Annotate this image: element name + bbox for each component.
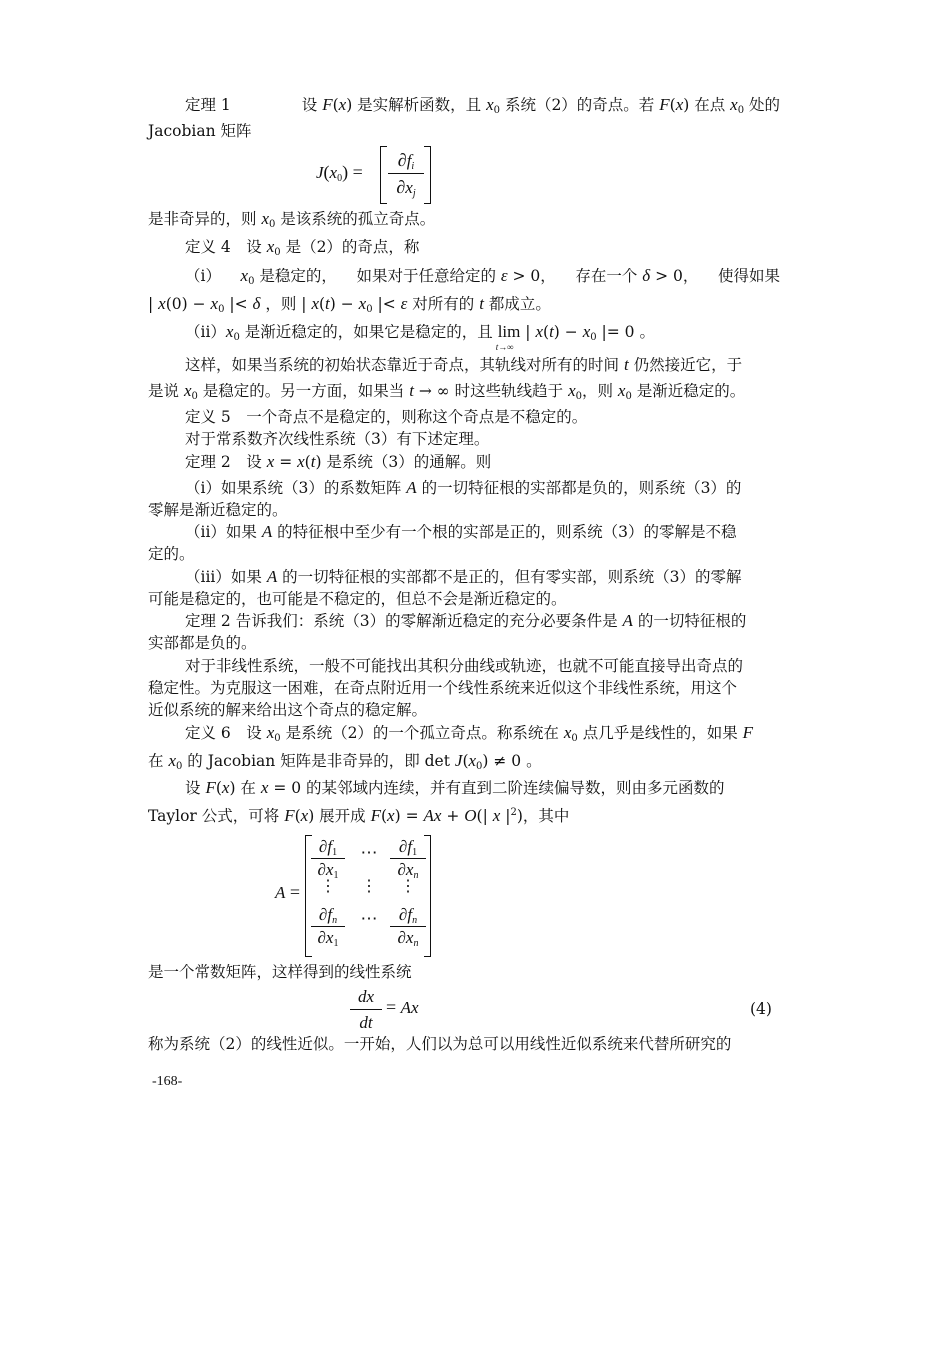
nonlinear-line2: 稳定性。为克服这一困难，在奇点附近用一个线性系统来近似这个非线性系统，用这个	[148, 679, 738, 697]
matrix-a-entry-1n: $\partial f_1$ $\partial x_n$	[390, 836, 426, 881]
definition6-line1: 定义 6 设 $x_0$ 是系统（2）的一个孤立奇点。称系统在 $x_0$ 点几乎是线性的，如果 F	[185, 723, 754, 744]
matrix-a-lhs: A =	[275, 882, 301, 902]
definition6-line2: 在 $x_0$ 的 Jacobian 矩阵是非奇异的，即 $\det J(x_0) \ne 0$ 。	[148, 751, 542, 772]
definition5: 定义 5 一个奇点不是稳定的，则称这个奇点是不稳定的。	[185, 408, 588, 426]
equation4-number: (4)	[750, 1000, 772, 1018]
theorem2-iii-line1: （iii）如果 A 的一切特征根的实部都不是正的，但有零实部，则系统（3）的零解	[185, 567, 742, 586]
matrix-a-hdots-2: ⋯	[360, 909, 378, 928]
matrix-a-ddots: ⋮	[361, 878, 377, 895]
theorem2-ii-line1: （ii）如果 A 的特征根中至少有一个根的实部是正的，则系统（3）的零解是不稳	[185, 522, 737, 541]
jacobian-lhs: $J(x_0)$ =	[316, 162, 363, 184]
explanation-line2: 是说 $x_0$ 是稳定的。另一方面，如果当 t → ∞ 时这些轨线趋于 $x_0$，则 $x_0$ 是渐近稳定的。	[148, 381, 746, 402]
constant-system-intro: 对于常系数齐次线性系统（3）有下述定理。	[185, 430, 490, 448]
matrix-a-entry-nn: $\partial f_n$ $\partial x_n$	[390, 904, 426, 949]
theorem2: 定理 2 设 x = x(t) 是系统（3）的通解。则	[185, 452, 492, 471]
matrix-a-entry-n1: $\partial f_n$ $\partial x_1$	[311, 904, 345, 949]
theorem2-note-line2: 实部都是负的。	[148, 634, 257, 652]
def4-i-line2: | $x(0) - x_0$ |< δ ，则 | $x(t) - x_0$ |< ε 对所有的 t 都成立。	[148, 294, 551, 315]
theorem2-i-line1: （i）如果系统（3）的系数矩阵 A 的一切特征根的实部都是负的，则系统（3）的	[185, 478, 742, 497]
after-jacobian: 是非奇异的，则 $x_0$ 是该系统的孤立奇点。	[148, 209, 436, 230]
page-number: -168-	[152, 1074, 183, 1089]
theorem1-line1: 定理 1 设 F(x) 是实解析函数，且 $x_0$ 系统（2）的奇点。若 F(x) 在点 $x_0$ 处的	[185, 95, 780, 116]
jacobian-right-bracket	[424, 146, 431, 204]
matrix-a-vdots-2: ⋮	[400, 878, 416, 895]
definition4: 定义 4 设 $x_0$ 是（2）的奇点，称	[185, 237, 420, 258]
theorem2-iii-line2: 可能是稳定的，也可能是不稳定的，但总不会是渐近稳定的。	[148, 590, 567, 608]
matrix-a-hdots-1: ⋯	[360, 843, 378, 862]
theorem2-i-line2: 零解是渐近稳定的。	[148, 501, 288, 519]
jacobian-left-bracket	[380, 146, 387, 204]
constant-matrix-text: 是一个常数矩阵，这样得到的线性系统	[148, 963, 412, 981]
last-line: 称为系统（2）的线性近似。一开始，人们以为总可以用线性近似系统来代替所研究的	[148, 1035, 732, 1053]
theorem2-ii-line2: 定的。	[148, 545, 195, 563]
taylor-line1: 设 F(x) 在 x = 0 的某邻域内连续，并有直到二阶连续偏导数，则由多元函数的	[185, 778, 725, 797]
nonlinear-line1: 对于非线性系统，一般不可能找出其积分曲线或轨迹，也就不可能直接导出奇点的	[185, 657, 744, 675]
matrix-a-vdots-1: ⋮	[320, 878, 336, 895]
jacobian-entry: $\partial f_i$ $\partial x_j$	[388, 148, 424, 201]
def4-i-line1: （i） $x_0$ 是稳定的， 如果对于任意给定的 ε > 0， 存在一个 δ > 0， 使得如果	[185, 266, 780, 287]
matrix-a-entry-11: $\partial f_1$ $\partial x_1$	[311, 836, 345, 881]
taylor-line2: Taylor 公式，可将 F(x) 展开成 F(x) = Ax + O(| x $|^2$)，其中	[148, 806, 570, 825]
theorem2-note-line1: 定理 2 告诉我们：系统（3）的零解渐近稳定的充分必要条件是 A 的一切特征根的	[185, 611, 747, 630]
nonlinear-line3: 近似系统的解来给出这个奇点的稳定解。	[148, 701, 428, 719]
theorem1-line2: Jacobian 矩阵	[148, 122, 252, 140]
def4-ii: $(ii)x_0$ 是渐近稳定的，如果它是稳定的，且 lim t→∞ | $x(t) - x_0$ |= 0 。	[185, 322, 655, 352]
equation4-derivative: dx dt	[350, 984, 382, 1035]
explanation-line1: 这样，如果当系统的初始状态靠近于奇点，其轨线对所有的时间 t 仍然接近它，于	[185, 355, 743, 374]
equation4-rhs: = Ax	[386, 997, 419, 1017]
